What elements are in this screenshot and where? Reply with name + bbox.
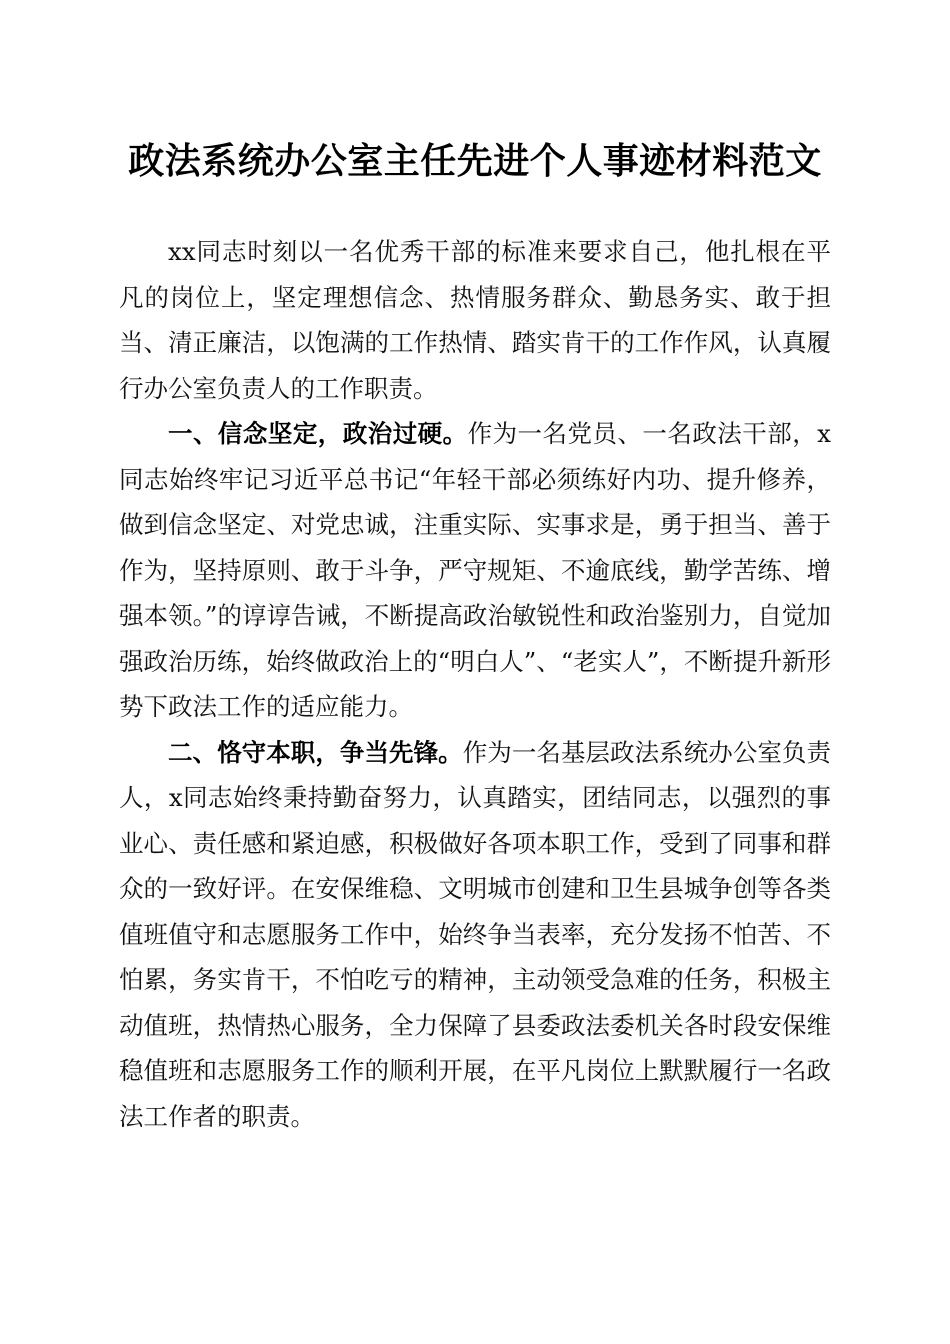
document-title: 政法系统办公室主任先进个人事迹材料范文 (128, 140, 822, 182)
section-heading: 一、信念坚定，政治过硬。 (168, 419, 468, 448)
paragraph-text: 作为一名基层政法系统办公室负责人，x同志始终秉持勤奋努力，认真踏实，团结同志，以强烈的事业心、责任感和紧迫感，积极做好各项本职工作，受到了同事和群众的一致好评。在安保维稳、文明城市创建和卫生县城争创等各类值班值守和志愿服务工作中，始终争当表率，充分发扬不怕苦、不怕累，务实肯干，不怕吃亏的精神，主动领受急难的任务，积极主动值班，热情热心服务，全力保障了县委政法委机关各时段安保维稳值班和志愿服务工作的顺利开展，在平凡岗位上默默履行一名政法工作者的职责。 (119, 737, 832, 1131)
paragraph-text: xx同志时刻以一名优秀干部的标准来要求自己，他扎根在平凡的岗位上，坚定理想信念、热情服务群众、勤恳务实、敢于担当、清正廉洁，以饱满的工作热情、踏实肯干的工作作风，认真履行办公室负责人的工作职责。 (119, 237, 831, 403)
paragraph-section-2 (119, 730, 831, 1140)
paragraph-section-1 (119, 411, 831, 730)
paragraph-intro (119, 229, 831, 411)
document-body (119, 229, 831, 1139)
section-heading: 二、恪守本职，争当先锋。 (168, 737, 463, 767)
paragraph-text: 作为一名党员、一名政法干部，x同志始终牢记习近平总书记“年轻干部必须练好内功、提升修养，做到信念坚定、对党忠诚，注重实际、实事求是，勇于担当、善于作为，坚持原则、敢于斗争，严守规矩、不逾底线，勤学苦练、增强本领。”的谆谆告诫，不断提高政治敏锐性和政治鉴别力，自觉加强政治历练，始终做政治上的“明白人”、“老实人”，不断提升新形势下政法工作的适应能力。 (119, 419, 831, 721)
